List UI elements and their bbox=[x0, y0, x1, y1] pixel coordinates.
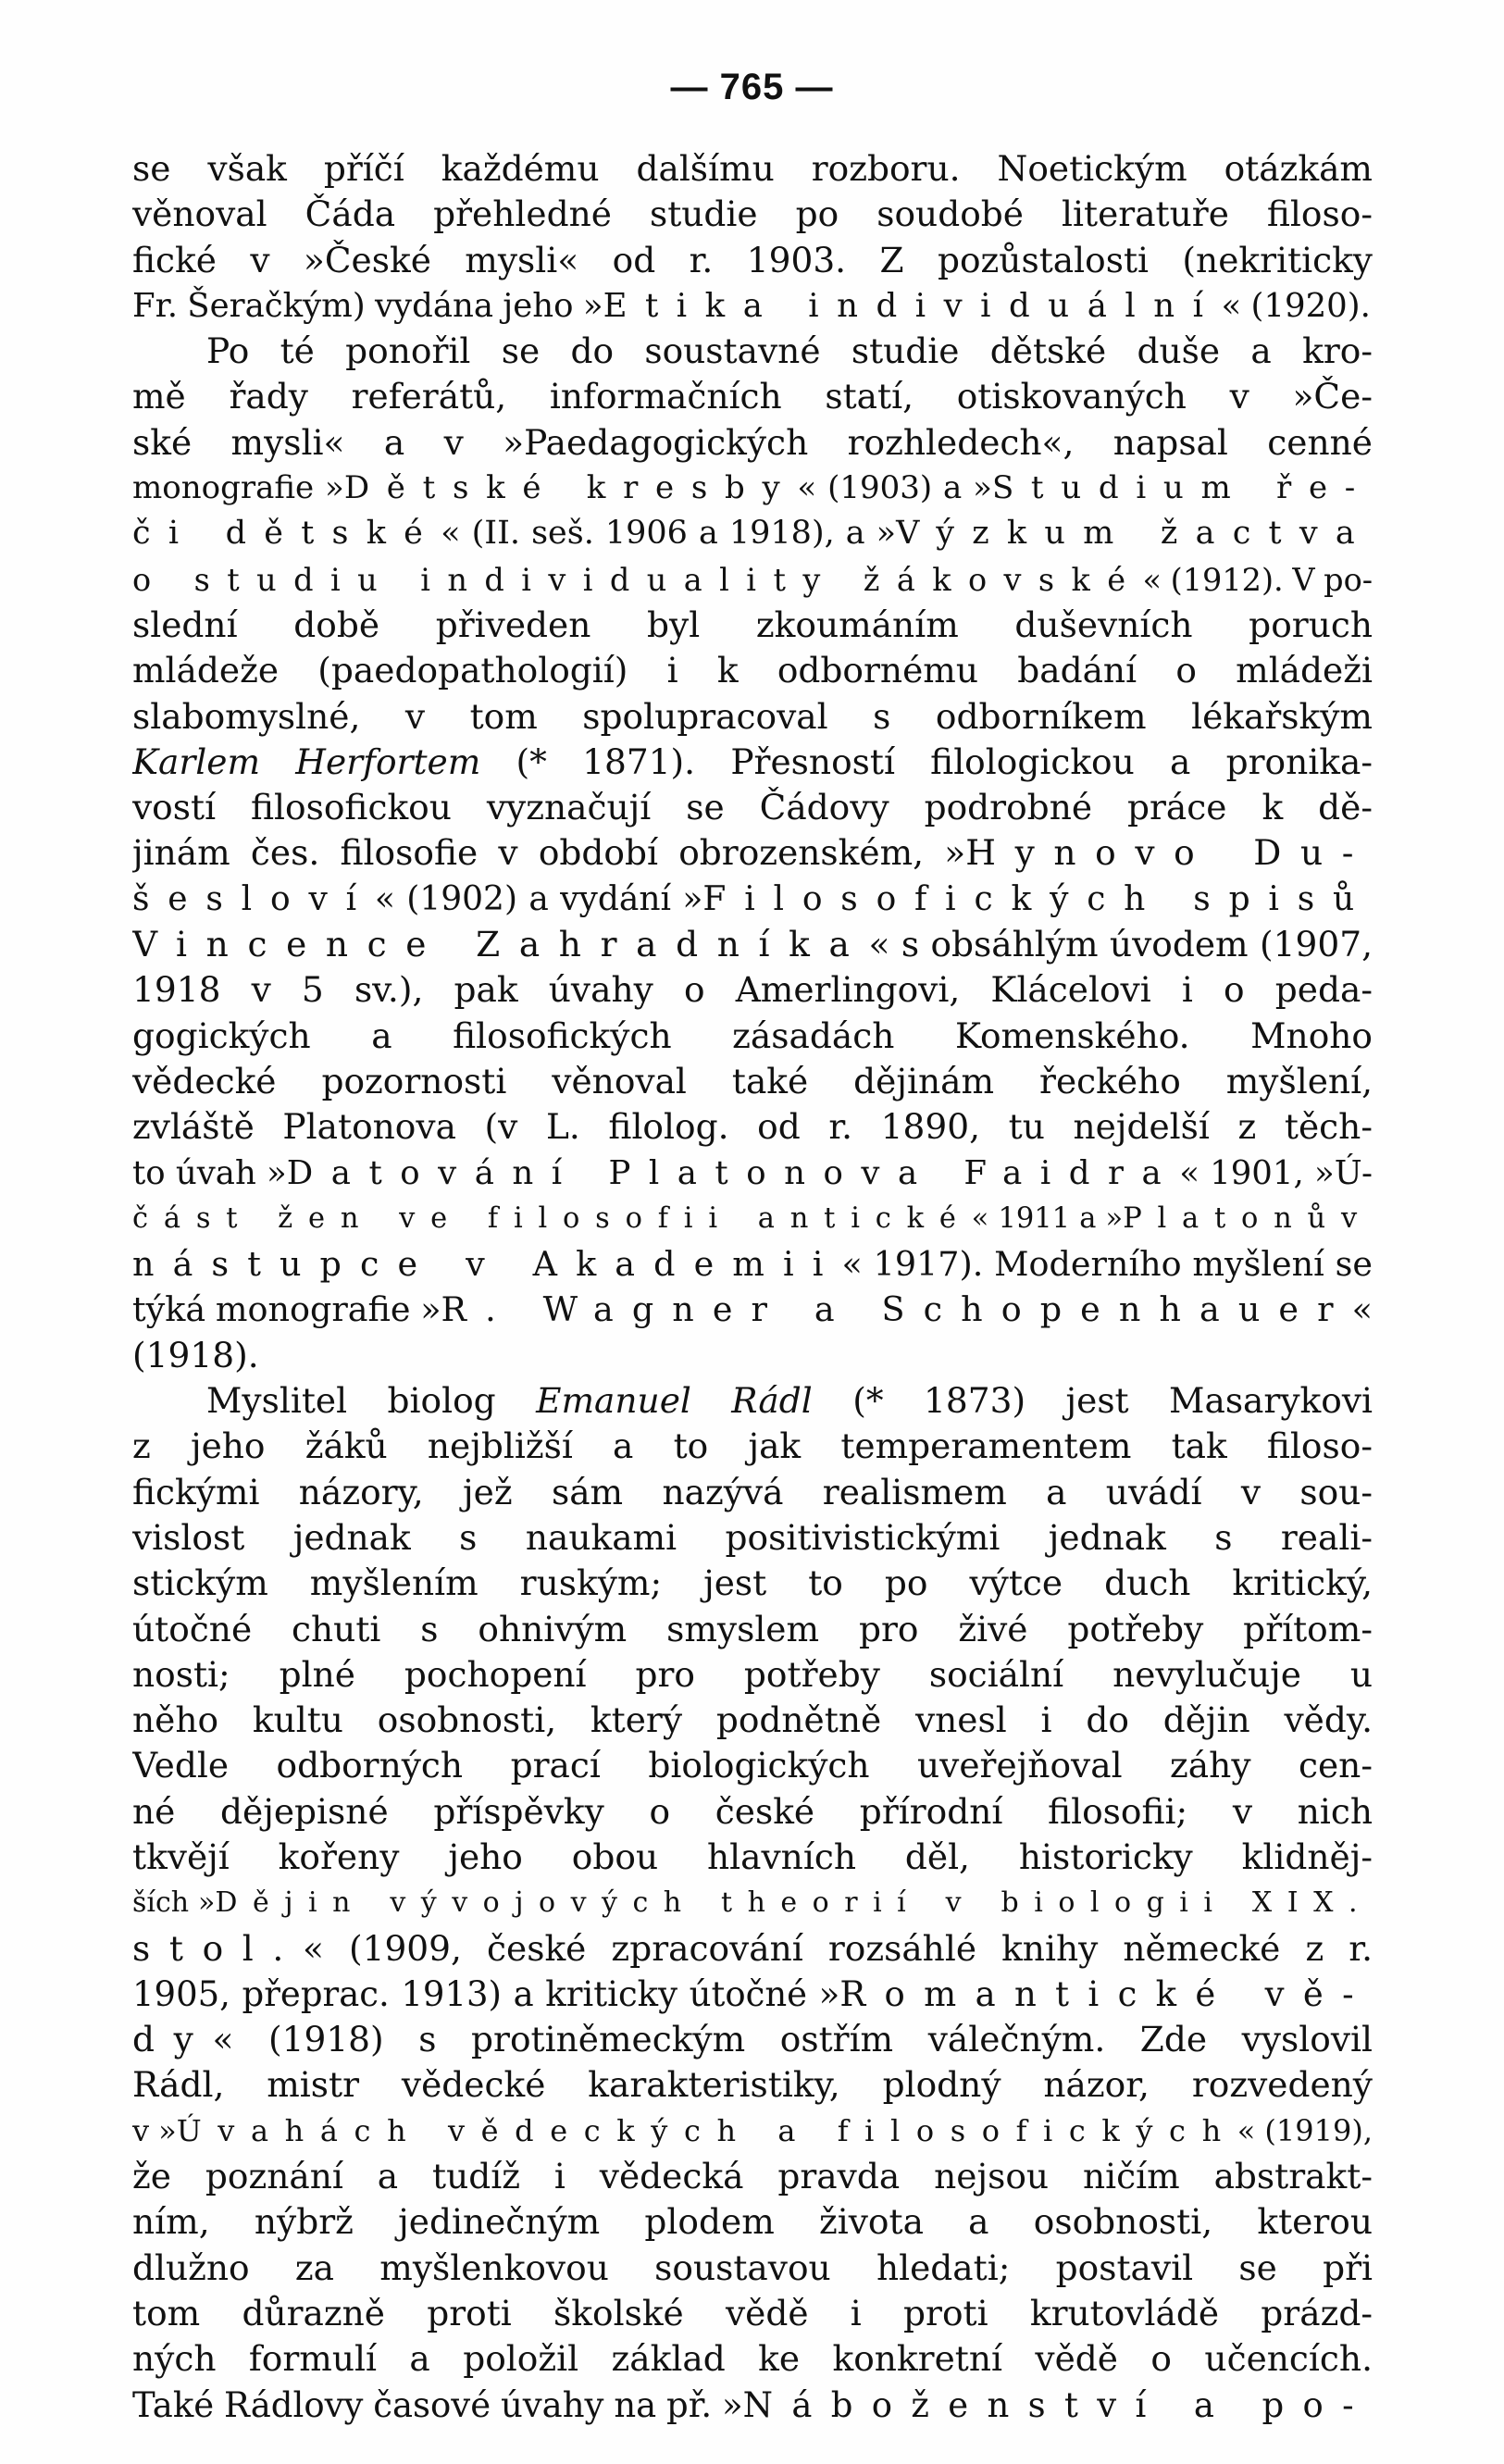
text-run: ších » bbox=[132, 1886, 216, 1920]
text-run: « (1918) s protiněmeckým ostřím válečným. Zde vyslovil bbox=[212, 2019, 1373, 2060]
spaced-title-text: Datování Platonova Faidra bbox=[286, 1153, 1180, 1192]
text-line bbox=[132, 1789, 1373, 1835]
spaced-title-text: část žen ve filosofii antické bbox=[132, 1201, 972, 1235]
text-line bbox=[132, 1059, 1373, 1104]
text-line bbox=[132, 2017, 1373, 2062]
text-run: né dějepisné příspěvky o české přírodní filosofii; v nich bbox=[132, 1790, 1373, 1832]
text-line bbox=[132, 1287, 1373, 1332]
text-run: Také Rádlovy časové úvahy na př. » bbox=[132, 2384, 743, 2425]
text-line bbox=[132, 1652, 1373, 1698]
text-line bbox=[132, 1880, 1373, 1925]
spaced-title-text: o studiu individuality žákovské bbox=[132, 561, 1143, 598]
text-line bbox=[132, 1196, 1373, 1241]
text-run: « s obsáhlým úvodem (1907, bbox=[868, 924, 1373, 965]
text-line bbox=[132, 374, 1373, 419]
text-line bbox=[132, 1014, 1373, 1059]
text-column bbox=[132, 146, 1373, 2428]
spaced-title-text: dy bbox=[132, 2019, 213, 2060]
spaced-title-text: Hynovo Du- bbox=[965, 832, 1373, 874]
text-run: « 1911 a » bbox=[971, 1201, 1124, 1235]
text-run: « 1901, »Ú- bbox=[1179, 1153, 1373, 1192]
text-line bbox=[132, 2246, 1373, 2291]
text-line bbox=[132, 2154, 1373, 2199]
text-run: « (1912). V po- bbox=[1142, 561, 1373, 598]
text-run: dlužno za myšlenkovou soustavou hledati; postavil se při bbox=[132, 2246, 1373, 2288]
text-run: ných formulí a položil základ ke konkretní vědě o učencích. bbox=[132, 2338, 1373, 2380]
text-run: « (1903) a » bbox=[797, 469, 992, 507]
text-line bbox=[132, 648, 1373, 693]
spaced-title-text: Platonův bbox=[1123, 1201, 1373, 1235]
text-line bbox=[132, 557, 1373, 603]
text-run: (1918). bbox=[132, 1334, 259, 1375]
spaced-title-text: Studium ře- bbox=[991, 469, 1373, 507]
text-run: v » bbox=[132, 2112, 177, 2148]
italic-name-text: Emanuel Rádl bbox=[536, 1380, 813, 1422]
text-line bbox=[132, 1424, 1373, 1469]
text-run: (* 1873) jest Masarykovi bbox=[812, 1380, 1373, 1422]
text-run: « 1917). Moderního myšlení se bbox=[841, 1244, 1373, 1285]
text-run: vislost jednak s naukami positivistickými jednak s reali- bbox=[132, 1516, 1373, 1558]
text-line bbox=[132, 1743, 1373, 1788]
spaced-title-text: Náboženství a po- bbox=[742, 2384, 1373, 2425]
text-line bbox=[132, 2291, 1373, 2336]
text-run: něho kultu osobnosti, který podnětně vnesl i do dějin vědy. bbox=[132, 1699, 1373, 1741]
text-run: nosti; plné pochopení pro potřeby sociální nevylučuje u bbox=[132, 1653, 1373, 1695]
spaced-title-text: Dějin vývojových theorií v biologii XIX. bbox=[215, 1886, 1373, 1920]
text-line bbox=[132, 238, 1373, 283]
text-run: 1905, přeprac. 1913) a kriticky útočné » bbox=[132, 1973, 840, 2014]
text-line bbox=[132, 511, 1373, 556]
text-line bbox=[132, 740, 1373, 785]
text-run: « (II. seš. 1906 a 1918), a » bbox=[441, 515, 897, 553]
spaced-title-text: nástupce v Akademii bbox=[132, 1244, 842, 1285]
text-run: « (1919), bbox=[1237, 2112, 1373, 2148]
text-line bbox=[132, 922, 1373, 967]
text-line bbox=[132, 1835, 1373, 1880]
text-line bbox=[132, 830, 1373, 876]
text-line bbox=[132, 967, 1373, 1013]
text-run: 1918 v 5 sv.), pak úvahy o Amerlingovi, Klácelovi i o peda- bbox=[132, 969, 1373, 1011]
text-line bbox=[132, 1972, 1373, 2017]
text-run: že poznání a tudíž i vědecká pravda nejsou ničím abstrakt- bbox=[132, 2156, 1373, 2197]
text-run: jinám čes. filosofie v období obrozenském, » bbox=[132, 832, 966, 874]
text-run: « bbox=[1351, 1289, 1373, 1330]
text-line bbox=[132, 2383, 1373, 2428]
text-run: vědecké pozornosti věnoval také dějinám řeckého myšlení, bbox=[132, 1060, 1373, 1101]
text-run: Myslitel biolog bbox=[206, 1380, 537, 1422]
text-line bbox=[132, 283, 1373, 329]
text-run: týká monografie » bbox=[132, 1289, 441, 1330]
text-line bbox=[132, 694, 1373, 740]
page-number: — 765 — bbox=[670, 67, 834, 107]
text-run: vostí filosofickou vyznačují se Čádovy podrobné práce k dě- bbox=[132, 787, 1373, 828]
text-line bbox=[132, 1470, 1373, 1515]
text-run: z jeho žáků nejbližší a to jak temperamentem tak filoso- bbox=[132, 1425, 1373, 1467]
text-line bbox=[132, 1378, 1373, 1424]
text-run: mě řady referátů, informačních statí, otiskovaných v »Če- bbox=[132, 376, 1373, 417]
text-line bbox=[132, 192, 1373, 237]
text-run: slední době přiveden byl zkoumáním duševních poruch bbox=[132, 604, 1373, 645]
text-line bbox=[132, 1241, 1373, 1287]
text-run: (* 1871). Přesností filologickou a pronika- bbox=[480, 740, 1373, 782]
spaced-title-text: Etika individuální bbox=[603, 286, 1222, 325]
spaced-title-text: Úvahách vědeckých a filosofických bbox=[176, 2112, 1237, 2148]
text-run: tom důrazně proti školské vědě i proti krutovládě prázd- bbox=[132, 2292, 1373, 2333]
text-line bbox=[132, 1926, 1373, 1972]
text-line bbox=[132, 785, 1373, 830]
text-line bbox=[132, 877, 1373, 922]
text-run: útočné chuti s ohnivým smyslem pro živé potřeby přítom- bbox=[132, 1608, 1373, 1649]
text-run: Rádl, mistr vědecké karakteristiky, plodný názor, rozvedený bbox=[132, 2064, 1373, 2106]
text-run: gogických a filosofických zásadách Komenského. Mnoho bbox=[132, 1014, 1373, 1056]
text-run: stickým myšlením ruským; jest to po výtce duch kritický, bbox=[132, 1562, 1373, 1604]
text-run: « (1920). bbox=[1221, 286, 1371, 325]
text-run: věnoval Čáda přehledné studie po soudobé literatuře filoso- bbox=[132, 193, 1373, 235]
text-line bbox=[132, 1515, 1373, 1561]
text-run: ním, nýbrž jedinečným plodem života a osobnosti, kterou bbox=[132, 2201, 1373, 2243]
text-line bbox=[132, 420, 1373, 466]
spaced-title-text: Výzkum žactva bbox=[896, 515, 1373, 553]
text-line bbox=[132, 146, 1373, 192]
text-run: fické v »České mysli« od r. 1903. Z pozůstalosti (nekriticky bbox=[132, 239, 1373, 280]
text-run: Po té ponořil se do soustavné studie dětské duše a kro- bbox=[206, 330, 1373, 372]
spaced-title-text: Filosofických spisů bbox=[702, 879, 1373, 918]
text-run: slabomyslné, v tom spolupracoval s odborníkem lékařským bbox=[132, 695, 1373, 737]
text-run: tkvějí kořeny jeho obou hlavních děl, historicky klidněj- bbox=[132, 1836, 1373, 1877]
spaced-title-text: Dětské kresby bbox=[343, 469, 798, 507]
text-line bbox=[132, 2336, 1373, 2382]
text-run: Vedle odborných prací biologických uveřejňoval záhy cen- bbox=[132, 1745, 1373, 1786]
spaced-title-text: stol. bbox=[132, 1927, 303, 1969]
text-line bbox=[132, 603, 1373, 648]
text-line bbox=[132, 2062, 1373, 2108]
text-line bbox=[132, 329, 1373, 374]
text-run: to úvah » bbox=[132, 1153, 287, 1192]
text-run: Fr. Šeračkým) vydána jeho » bbox=[132, 286, 603, 325]
text-line bbox=[132, 466, 1373, 511]
text-line bbox=[132, 1607, 1373, 1652]
text-line bbox=[132, 1698, 1373, 1743]
text-run: « (1909, české zpracování rozsáhlé knihy německé z r. bbox=[302, 1927, 1373, 1969]
text-line bbox=[132, 1104, 1373, 1150]
text-run: zvláště Platonova (v L. filolog. od r. 1890, tu nejdelší z těch- bbox=[132, 1106, 1373, 1148]
spaced-title-text: R. Wagner a Schopenhauer bbox=[441, 1289, 1352, 1330]
text-line bbox=[132, 1151, 1373, 1196]
spaced-title-text: či dětské bbox=[132, 515, 441, 553]
text-line bbox=[132, 2109, 1373, 2154]
text-run: mládeže (paedopathologií) i k odbornému badání o mládeži bbox=[132, 650, 1373, 691]
spaced-title-text: šesloví bbox=[132, 879, 375, 918]
text-line bbox=[132, 1333, 1373, 1378]
text-run: « (1902) a vydání » bbox=[374, 879, 703, 918]
text-line bbox=[132, 2199, 1373, 2245]
italic-name-text: Karlem Herfortem bbox=[132, 740, 481, 782]
text-run: monografie » bbox=[132, 469, 344, 507]
spaced-title-text: Vincence Zahradníka bbox=[132, 924, 869, 965]
text-line bbox=[132, 1561, 1373, 1606]
text-run: se však příčí každému dalšímu rozboru. Noetickým otázkám bbox=[132, 148, 1373, 189]
text-run: ské mysli« a v »Paedagogických rozhledech«, napsal cenné bbox=[132, 421, 1373, 463]
spaced-title-text: Romantické vě- bbox=[839, 1973, 1373, 2014]
text-run: fickými názory, jež sám nazývá realismem a uvádí v sou- bbox=[132, 1471, 1373, 1512]
